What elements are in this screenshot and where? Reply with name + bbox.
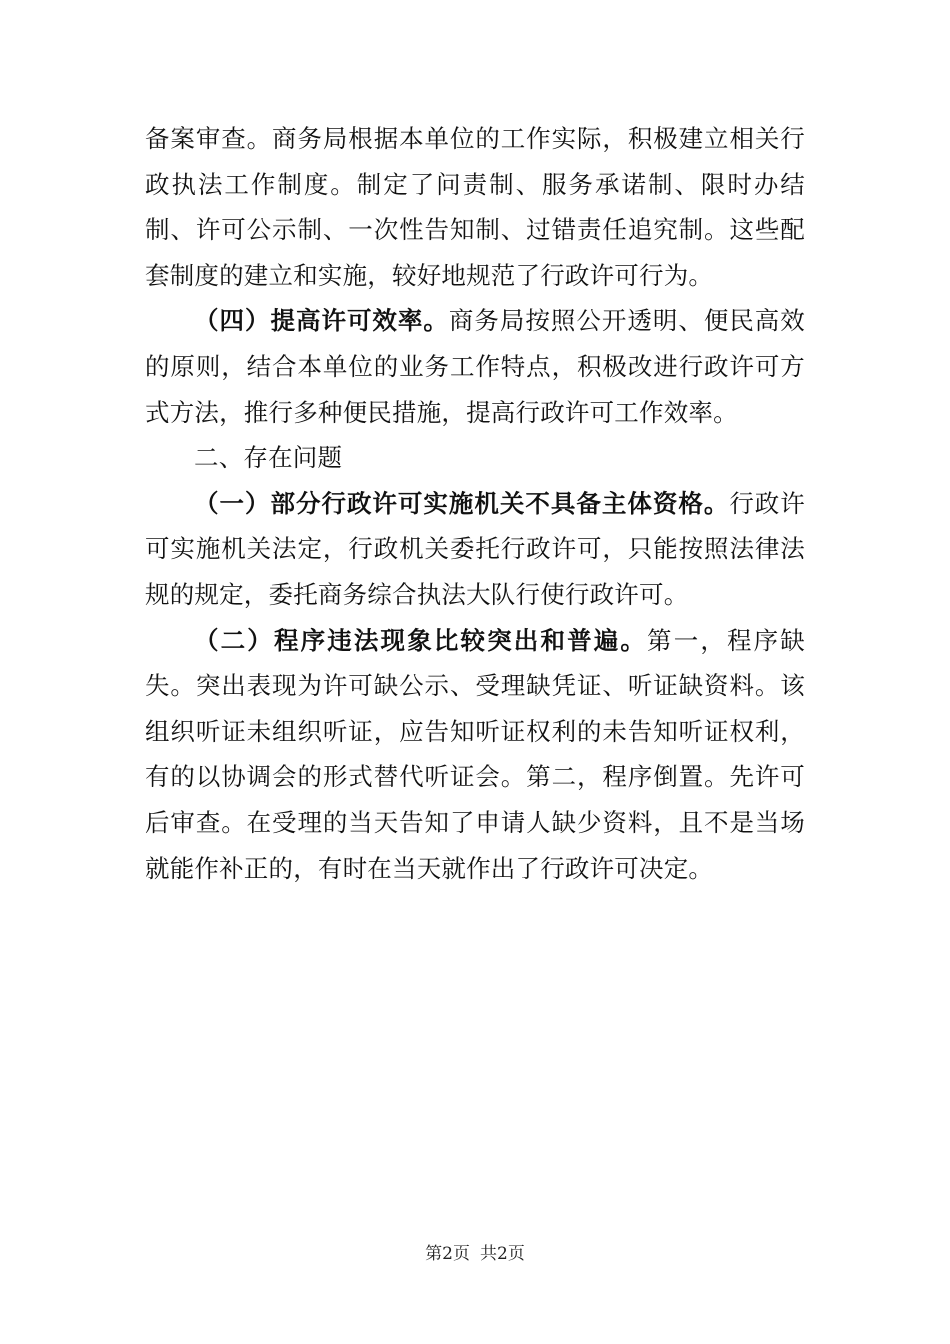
section-heading-text: 二、存在问题 [194,443,343,473]
paragraph-text: 行政许可实施机关法定，行政机关委托行政许可，只能按照法律法规的规定，委托商务综合执法大队行使行政许可。 [145,488,805,609]
page-number: 第2页 [425,1244,470,1264]
page-total: 共2页 [480,1244,525,1264]
paragraph-text: 第一，程序缺失。突出表现为许可缺公示、受理缺凭证、听证缺资料。该组织听证未组织听证，应告知听证权利的未告知听证权利，有的以协调会的形式替代听证会。第二，程序倒置。先许可后审查。在受理的当天告知了申请人缺少资料，且不是当场就能作补正的，有时在当天就作出了行政许可决定。 [145,625,805,883]
paragraph-text: 商务局按照公开透明、便民高效的原则，结合本单位的业务工作特点，积极改进行政许可方式方法，推行多种便民措施，提高行政许可工作效率。 [145,306,806,427]
page-footer [0,1239,950,1264]
paragraph-improve-efficiency [145,298,805,435]
paragraph-text: 备案审查。商务局根据本单位的工作实际，积极建立相关行政执法工作制度。制定了问责制、服务承诺制、限时办结制、许可公示制、一次性告知制、过错责任追究制。这些配套制度的建立和实施，较好地规范了行政许可行为。 [145,124,805,290]
paragraph-lead: （四）提高许可效率。 [194,306,449,336]
paragraph-lead: （一）部分行政许可实施机关不具备主体资格。 [194,488,730,518]
paragraph-continuation [145,116,805,298]
paragraph-problem-two [145,618,805,892]
paragraph-problem-one [145,481,805,618]
section-heading-problems [145,435,805,481]
paragraph-lead: （二）程序违法现象比较突出和普遍。 [194,625,648,655]
document-body [145,116,805,891]
